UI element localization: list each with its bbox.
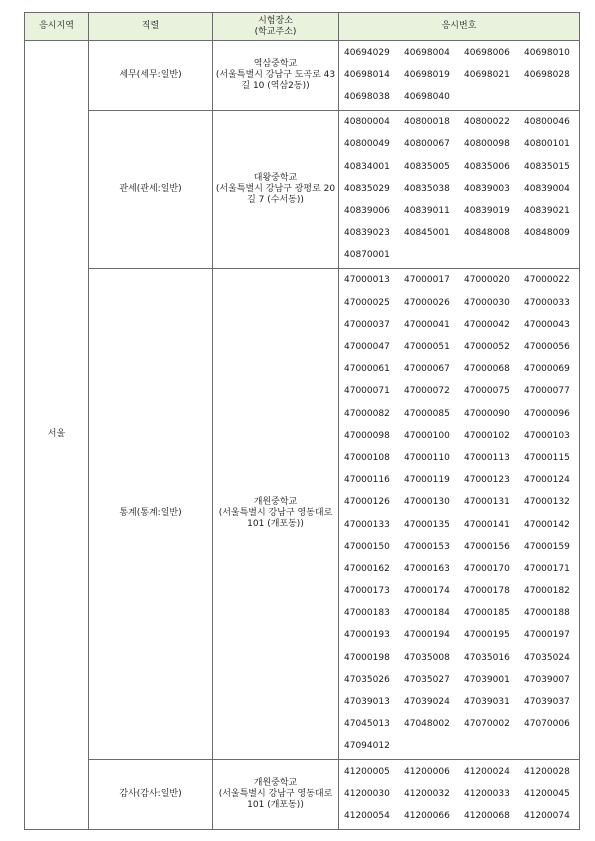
table-row — [25, 41, 580, 111]
exam-number: 40835005 — [404, 161, 450, 172]
exam-number: 40694029 — [344, 47, 390, 58]
exam-number: 47035024 — [524, 652, 570, 663]
exam-number: 47000047 — [344, 342, 390, 353]
venue-cell — [213, 110, 339, 268]
exam-number: 47000041 — [404, 319, 450, 330]
exam-number: 40845001 — [404, 228, 450, 239]
exam-number: 40839006 — [344, 205, 390, 216]
exam-number: 40834001 — [344, 161, 390, 172]
exam-number: 47094012 — [344, 741, 390, 752]
position-label: 세무(세무:일반) — [119, 69, 182, 80]
venue-name: 개원중학교 — [253, 497, 298, 508]
position-label: 감사(감사:일반) — [119, 788, 182, 799]
exam-number: 47000159 — [524, 541, 570, 552]
position-cell — [89, 268, 213, 759]
exam-number: 47000025 — [344, 297, 390, 308]
exam-number: 47000020 — [464, 275, 510, 286]
exam-number: 47000082 — [344, 408, 390, 419]
exam-number-row — [344, 447, 579, 469]
exam-number-row — [344, 64, 579, 86]
region-cell — [25, 41, 89, 830]
exam-number: 47000182 — [524, 586, 570, 597]
exam-number-row — [344, 314, 579, 336]
header-region — [25, 13, 89, 41]
exam-number-row — [344, 425, 579, 447]
exam-number: 41200006 — [404, 766, 450, 777]
exam-number: 47000193 — [344, 630, 390, 641]
venue-address: (서울특별시 강남구 영동대로 101 (개포동)) — [218, 788, 333, 810]
header-row — [25, 13, 580, 41]
exam-number: 47000126 — [344, 497, 390, 508]
exam-number: 47000061 — [344, 364, 390, 375]
exam-number: 40698014 — [344, 69, 390, 80]
header-numbers-label: 응시번호 — [441, 21, 477, 31]
exam-number: 41200024 — [464, 766, 510, 777]
exam-number: 47070002 — [464, 719, 510, 730]
exam-venue-document — [24, 12, 579, 830]
exam-number: 47000068 — [464, 364, 510, 375]
exam-number: 47070006 — [524, 719, 570, 730]
exam-number-row — [344, 359, 579, 381]
exam-number: 47000156 — [464, 541, 510, 552]
exam-number: 47000115 — [524, 452, 570, 463]
venue-cell — [213, 41, 339, 111]
exam-number: 40839003 — [464, 183, 510, 194]
exam-number: 40835029 — [344, 183, 390, 194]
exam-number: 47000103 — [524, 430, 570, 441]
exam-number: 40835015 — [524, 161, 570, 172]
header-venue — [213, 13, 339, 41]
exam-number-row — [344, 691, 579, 713]
exam-number-row — [344, 805, 579, 827]
exam-number: 47000162 — [344, 563, 390, 574]
exam-number: 47000194 — [404, 630, 450, 641]
exam-number: 47000185 — [464, 608, 510, 619]
exam-number: 47035027 — [404, 674, 450, 685]
exam-number: 40698019 — [404, 69, 450, 80]
header-region-label: 응시지역 — [39, 21, 74, 31]
exam-number: 47000085 — [404, 408, 450, 419]
exam-number: 47039007 — [524, 674, 570, 685]
exam-number: 47000178 — [464, 586, 510, 597]
exam-number-row — [344, 470, 579, 492]
exam-number: 47045013 — [344, 719, 390, 730]
exam-number: 47000110 — [404, 452, 450, 463]
header-venue-sublabel: (학교주소) — [254, 26, 297, 37]
venue-address: (서울특별시 강남구 광평로 20길 7 (수서동)) — [215, 183, 336, 205]
exam-number: 47000184 — [404, 608, 450, 619]
table-row — [25, 110, 580, 268]
exam-number: 47000142 — [524, 519, 570, 530]
exam-number: 41200045 — [524, 788, 570, 799]
exam-number-row — [344, 761, 579, 783]
exam-number: 41200005 — [344, 766, 390, 777]
exam-number-row — [344, 42, 579, 64]
exam-number: 47000033 — [524, 297, 570, 308]
exam-number-row — [344, 270, 579, 292]
exam-number: 40839021 — [524, 205, 570, 216]
exam-number: 47000051 — [404, 342, 450, 353]
exam-number: 47000037 — [344, 319, 390, 330]
header-position-label: 직렬 — [141, 21, 160, 31]
venue-name: 개원중학교 — [253, 777, 298, 788]
header-venue-label: 시험장소 — [258, 15, 293, 26]
exam-number: 47000170 — [464, 563, 510, 574]
exam-number-row — [344, 156, 579, 178]
exam-number: 40800046 — [524, 117, 570, 128]
venue-name: 역삼중학교 — [253, 58, 298, 69]
exam-number-row — [344, 134, 579, 156]
exam-number: 41200030 — [344, 788, 390, 799]
venue-address: (서울특별시 강남구 도곡로 43길 10 (역삼2동)) — [215, 69, 336, 91]
exam-number-row — [344, 112, 579, 134]
exam-number: 47000183 — [344, 608, 390, 619]
exam-number: 47000131 — [464, 497, 510, 508]
exam-number: 47000096 — [524, 408, 570, 419]
exam-number: 47000030 — [464, 297, 510, 308]
exam-number: 40870001 — [344, 250, 390, 261]
exam-number: 47035026 — [344, 674, 390, 685]
exam-number: 47000124 — [524, 475, 570, 486]
exam-number: 47000022 — [524, 275, 570, 286]
position-cell — [89, 110, 213, 268]
exam-number: 40800067 — [404, 139, 450, 150]
exam-number: 47000116 — [344, 475, 390, 486]
exam-number-row — [344, 714, 579, 736]
exam-number-row — [344, 514, 579, 536]
exam-number-row — [344, 669, 579, 691]
exam-number: 41200068 — [464, 810, 510, 821]
exam-number: 47000017 — [404, 275, 450, 286]
exam-number: 47000077 — [524, 386, 570, 397]
exam-number: 47000113 — [464, 452, 510, 463]
exam-number-row — [344, 403, 579, 425]
exam-number: 47000119 — [404, 475, 450, 486]
exam-number: 41200032 — [404, 788, 450, 799]
exam-number: 40698006 — [464, 47, 510, 58]
exam-number: 40698038 — [344, 91, 390, 102]
exam-number-row — [344, 536, 579, 558]
position-cell — [89, 41, 213, 111]
exam-number-row — [344, 292, 579, 314]
exam-number: 47000056 — [524, 342, 570, 353]
exam-number: 47000133 — [344, 519, 390, 530]
exam-number: 47000013 — [344, 275, 390, 286]
exam-number-row — [344, 178, 579, 200]
exam-number: 47039013 — [344, 697, 390, 708]
exam-number: 41200074 — [524, 810, 570, 821]
exam-number: 41200028 — [524, 766, 570, 777]
exam-number: 47000132 — [524, 497, 570, 508]
position-label: 관세(관세:일반) — [119, 183, 182, 194]
exam-number: 47035016 — [464, 652, 510, 663]
exam-number: 47000108 — [344, 452, 390, 463]
exam-number: 47000098 — [344, 430, 390, 441]
region-label: 서울 — [47, 429, 66, 440]
exam-number-row — [344, 625, 579, 647]
exam-number: 47000100 — [404, 430, 450, 441]
exam-number: 40839004 — [524, 183, 570, 194]
exam-number: 47048002 — [404, 719, 450, 730]
exam-number: 40698028 — [524, 69, 570, 80]
exam-numbers-cell — [339, 110, 580, 268]
exam-number: 47000026 — [404, 297, 450, 308]
table-row — [25, 268, 580, 759]
exam-number-row — [344, 783, 579, 805]
exam-number: 41200033 — [464, 788, 510, 799]
venue-cell — [213, 760, 339, 830]
table-body — [25, 41, 580, 830]
exam-number: 47000150 — [344, 541, 390, 552]
exam-number-row — [344, 381, 579, 403]
exam-number-row — [344, 603, 579, 625]
exam-number: 47000090 — [464, 408, 510, 419]
exam-number: 40800101 — [524, 139, 570, 150]
exam-number-row — [344, 245, 579, 267]
exam-number: 41200066 — [404, 810, 450, 821]
exam-number: 47000195 — [464, 630, 510, 641]
exam-number: 40835038 — [404, 183, 450, 194]
exam-number-row — [344, 492, 579, 514]
exam-number: 47039001 — [464, 674, 510, 685]
exam-number: 40800004 — [344, 117, 390, 128]
exam-number: 47039037 — [524, 697, 570, 708]
exam-number: 47000072 — [404, 386, 450, 397]
exam-number: 47000042 — [464, 319, 510, 330]
exam-number: 47039031 — [464, 697, 510, 708]
table-row — [25, 760, 580, 830]
exam-number: 40839011 — [404, 205, 450, 216]
exam-number: 47000174 — [404, 586, 450, 597]
exam-number: 47000075 — [464, 386, 510, 397]
exam-number: 47000052 — [464, 342, 510, 353]
exam-number: 47035008 — [404, 652, 450, 663]
header-position — [89, 13, 213, 41]
exam-venue-table — [24, 12, 580, 830]
exam-number: 47000198 — [344, 652, 390, 663]
exam-number: 40835006 — [464, 161, 510, 172]
exam-number-row — [344, 558, 579, 580]
exam-number: 47000171 — [524, 563, 570, 574]
exam-number: 40698021 — [464, 69, 510, 80]
exam-number: 47000153 — [404, 541, 450, 552]
venue-name: 대왕중학교 — [253, 172, 298, 183]
exam-number-row — [344, 200, 579, 222]
exam-number: 40698004 — [404, 47, 450, 58]
exam-number-row — [344, 86, 579, 108]
exam-number: 47000173 — [344, 586, 390, 597]
exam-number: 47000197 — [524, 630, 570, 641]
exam-number: 47039024 — [404, 697, 450, 708]
exam-number: 40848009 — [524, 228, 570, 239]
exam-number: 40800018 — [404, 117, 450, 128]
exam-number: 40800098 — [464, 139, 510, 150]
exam-number: 47000043 — [524, 319, 570, 330]
exam-number: 41200054 — [344, 810, 390, 821]
position-label: 통계(통계:일반) — [119, 508, 182, 519]
exam-number-row — [344, 647, 579, 669]
exam-number-row — [344, 581, 579, 603]
exam-number: 47000130 — [404, 497, 450, 508]
exam-number: 47000102 — [464, 430, 510, 441]
venue-address: (서울특별시 강남구 영동대로 101 (개포동)) — [218, 508, 333, 530]
exam-number: 40839023 — [344, 228, 390, 239]
exam-number-row — [344, 736, 579, 758]
venue-cell — [213, 268, 339, 759]
exam-number: 40800022 — [464, 117, 510, 128]
exam-numbers-cell — [339, 760, 580, 830]
exam-number: 40848008 — [464, 228, 510, 239]
exam-number: 47000067 — [404, 364, 450, 375]
exam-number: 40698040 — [404, 91, 450, 102]
exam-number: 47000188 — [524, 608, 570, 619]
position-cell — [89, 760, 213, 830]
exam-number: 47000123 — [464, 475, 510, 486]
exam-number: 47000069 — [524, 364, 570, 375]
exam-number: 40800049 — [344, 139, 390, 150]
exam-number: 47000135 — [404, 519, 450, 530]
exam-number-row — [344, 223, 579, 245]
exam-number: 40839019 — [464, 205, 510, 216]
exam-numbers-cell — [339, 268, 580, 759]
exam-number: 47000141 — [464, 519, 510, 530]
exam-number: 40698010 — [524, 47, 570, 58]
header-numbers — [339, 13, 580, 41]
exam-number-row — [344, 336, 579, 358]
exam-number: 47000071 — [344, 386, 390, 397]
exam-numbers-cell — [339, 41, 580, 111]
exam-number: 47000163 — [404, 563, 450, 574]
